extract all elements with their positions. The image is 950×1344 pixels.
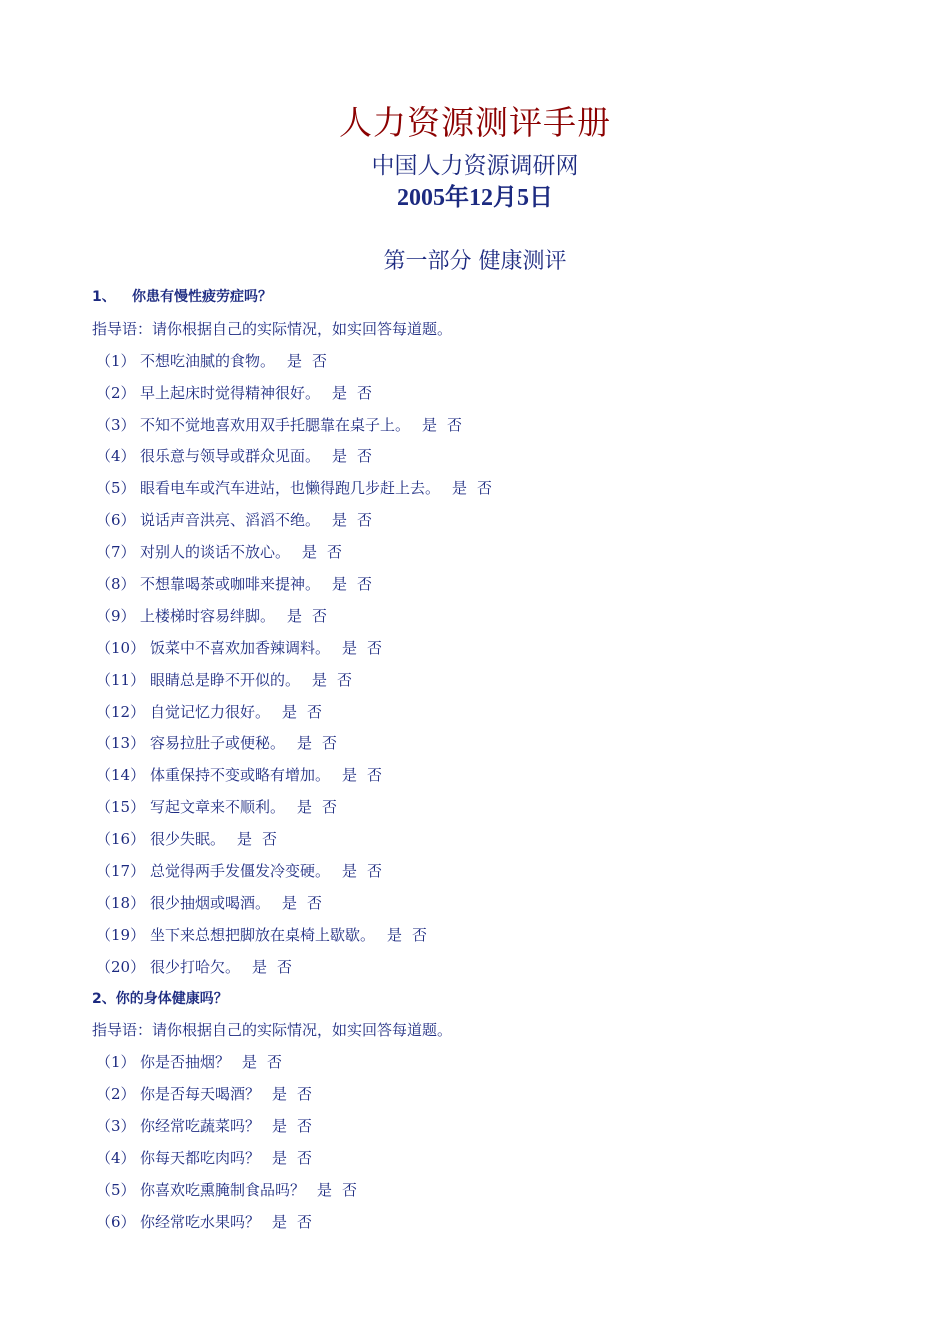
- no-option: 否: [312, 606, 328, 625]
- list-item: [92, 569, 892, 601]
- organization-name: 中国人力资源调研网: [371, 153, 579, 179]
- item-index: （18）: [96, 893, 146, 912]
- yes-option: 是: [282, 702, 298, 721]
- yes-option: 是: [387, 925, 403, 944]
- question-1-number: 1、: [92, 289, 116, 305]
- yes-option: 是: [272, 1117, 288, 1136]
- item-index: （6）: [96, 1212, 136, 1231]
- item-index: （12）: [96, 702, 146, 721]
- item-text: 很少打哈欠。: [150, 957, 241, 976]
- list-item: [92, 952, 892, 984]
- no-option: 否: [307, 893, 323, 912]
- item-index: （4）: [96, 447, 136, 466]
- list-item: [92, 1143, 892, 1175]
- no-option: 否: [367, 862, 383, 881]
- list-item: [92, 378, 892, 410]
- question-2-title: 2、你的身体健康吗？: [92, 990, 228, 1007]
- no-option: 否: [357, 447, 373, 466]
- no-option: 否: [297, 1085, 313, 1104]
- yes-option: 是: [252, 957, 268, 976]
- list-item: [92, 665, 892, 697]
- item-index: （11）: [96, 670, 146, 689]
- list-item: [92, 1207, 892, 1239]
- list-item: [92, 633, 892, 665]
- no-option: 否: [412, 925, 428, 944]
- item-text: 你喜欢吃熏腌制食品吗？: [140, 1180, 306, 1199]
- item-index: （1）: [96, 351, 136, 370]
- no-option: 否: [322, 734, 338, 753]
- item-index: （2）: [96, 1085, 136, 1104]
- item-index: （7）: [96, 543, 136, 562]
- no-option: 否: [367, 638, 383, 657]
- item-text: 不想吃油腻的食物。: [140, 351, 276, 370]
- no-option: 否: [312, 351, 328, 370]
- yes-option: 是: [287, 606, 303, 625]
- item-index: （10）: [96, 638, 146, 657]
- item-index: （14）: [96, 766, 146, 785]
- list-item: [92, 920, 892, 952]
- item-text: 你经常吃蔬菜吗？: [140, 1117, 261, 1136]
- no-option: 否: [447, 415, 463, 434]
- item-text: 你经常吃水果吗？: [140, 1212, 261, 1231]
- item-text: 说话声音洪亮、滔滔不绝。: [140, 511, 321, 530]
- item-text: 很少失眠。: [150, 830, 226, 849]
- list-item: [92, 1047, 892, 1079]
- item-index: （5）: [96, 479, 136, 498]
- no-option: 否: [262, 830, 278, 849]
- item-index: （6）: [96, 511, 136, 530]
- list-item: [92, 792, 892, 824]
- no-option: 否: [267, 1053, 283, 1072]
- list-item: [92, 441, 892, 473]
- question-1-title: [92, 282, 892, 314]
- section-heading: 第一部分 健康测评: [383, 249, 567, 274]
- item-index: （16）: [96, 830, 146, 849]
- yes-option: 是: [422, 415, 438, 434]
- item-index: （4）: [96, 1149, 136, 1168]
- yes-option: 是: [332, 383, 348, 402]
- item-text: 眼看电车或汽车进站，也懒得跑几步赶上去。: [140, 479, 441, 498]
- item-text: 你每天都吃肉吗？: [140, 1149, 261, 1168]
- item-text: 写起文章来不顺利。: [150, 798, 286, 817]
- document-title: 人力资源测评手册: [339, 103, 611, 142]
- yes-option: 是: [282, 893, 298, 912]
- no-option: 否: [367, 766, 383, 785]
- yes-option: 是: [312, 670, 328, 689]
- no-option: 否: [322, 798, 338, 817]
- list-item: [92, 1111, 892, 1143]
- item-index: （2）: [96, 383, 136, 402]
- yes-option: 是: [297, 798, 313, 817]
- item-index: （15）: [96, 798, 146, 817]
- item-text: 坐下来总想把脚放在桌椅上歇歇。: [150, 925, 376, 944]
- no-option: 否: [297, 1212, 313, 1231]
- yes-option: 是: [332, 575, 348, 594]
- yes-option: 是: [272, 1212, 288, 1231]
- no-option: 否: [357, 383, 373, 402]
- no-option: 否: [477, 479, 493, 498]
- no-option: 否: [327, 543, 343, 562]
- list-item: [92, 888, 892, 920]
- yes-option: 是: [297, 734, 313, 753]
- item-index: （20）: [96, 957, 146, 976]
- item-text: 总觉得两手发僵发冷变硬。: [150, 862, 331, 881]
- item-text: 不知不觉地喜欢用双手托腮靠在桌子上。: [140, 415, 411, 434]
- yes-option: 是: [287, 351, 303, 370]
- question-1-guide: 指导语：请你根据自己的实际情况，如实回答每道题。: [92, 319, 453, 338]
- yes-option: 是: [342, 862, 358, 881]
- list-item: [92, 728, 892, 760]
- no-option: 否: [307, 702, 323, 721]
- yes-option: 是: [317, 1180, 333, 1199]
- list-item: [92, 1079, 892, 1111]
- question-1-text: 你患有慢性疲劳症吗？: [132, 289, 272, 305]
- yes-option: 是: [332, 511, 348, 530]
- no-option: 否: [342, 1180, 358, 1199]
- yes-option: 是: [332, 447, 348, 466]
- list-item: [92, 473, 892, 505]
- list-item: [92, 410, 892, 442]
- question-1-items: [92, 346, 892, 984]
- no-option: 否: [277, 957, 293, 976]
- item-text: 很少抽烟或喝酒。: [150, 893, 271, 912]
- list-item: [92, 824, 892, 856]
- list-item: [92, 505, 892, 537]
- list-item: [92, 601, 892, 633]
- yes-option: 是: [342, 638, 358, 657]
- list-item: [92, 697, 892, 729]
- item-text: 上楼梯时容易绊脚。: [140, 606, 276, 625]
- item-index: （3）: [96, 1117, 136, 1136]
- item-text: 饭菜中不喜欢加香辣调料。: [150, 638, 331, 657]
- list-item: [92, 856, 892, 888]
- no-option: 否: [357, 511, 373, 530]
- item-text: 体重保持不变或略有增加。: [150, 766, 331, 785]
- item-index: （8）: [96, 575, 136, 594]
- no-option: 否: [297, 1149, 313, 1168]
- item-text: 很乐意与领导或群众见面。: [140, 447, 321, 466]
- yes-option: 是: [237, 830, 253, 849]
- document-body: [92, 282, 892, 1239]
- no-option: 否: [297, 1117, 313, 1136]
- yes-option: 是: [272, 1085, 288, 1104]
- item-index: （1）: [96, 1053, 136, 1072]
- no-option: 否: [337, 670, 353, 689]
- list-item: [92, 1175, 892, 1207]
- yes-option: 是: [342, 766, 358, 785]
- list-item: [92, 537, 892, 569]
- item-text: 早上起床时觉得精神很好。: [140, 383, 321, 402]
- item-text: 对别人的谈话不放心。: [140, 543, 291, 562]
- no-option: 否: [357, 575, 373, 594]
- item-text: 你是否每天喝酒？: [140, 1085, 261, 1104]
- yes-option: 是: [242, 1053, 258, 1072]
- item-text: 自觉记忆力很好。: [150, 702, 271, 721]
- item-text: 不想靠喝茶或咖啡来提神。: [140, 575, 321, 594]
- item-index: （5）: [96, 1180, 136, 1199]
- yes-option: 是: [272, 1149, 288, 1168]
- question-2-items: [92, 1047, 892, 1238]
- item-index: （17）: [96, 862, 146, 881]
- document-date: 2005年12月5日: [397, 185, 553, 211]
- item-text: 眼睛总是睁不开似的。: [150, 670, 301, 689]
- list-item: [92, 760, 892, 792]
- item-index: （9）: [96, 606, 136, 625]
- item-index: （19）: [96, 925, 146, 944]
- item-text: 容易拉肚子或便秘。: [150, 734, 286, 753]
- yes-option: 是: [302, 543, 318, 562]
- list-item: [92, 346, 892, 378]
- item-index: （3）: [96, 415, 136, 434]
- item-text: 你是否抽烟？: [140, 1053, 231, 1072]
- item-index: （13）: [96, 734, 146, 753]
- yes-option: 是: [452, 479, 468, 498]
- question-2-guide: 指导语：请你根据自己的实际情况，如实回答每道题。: [92, 1021, 453, 1040]
